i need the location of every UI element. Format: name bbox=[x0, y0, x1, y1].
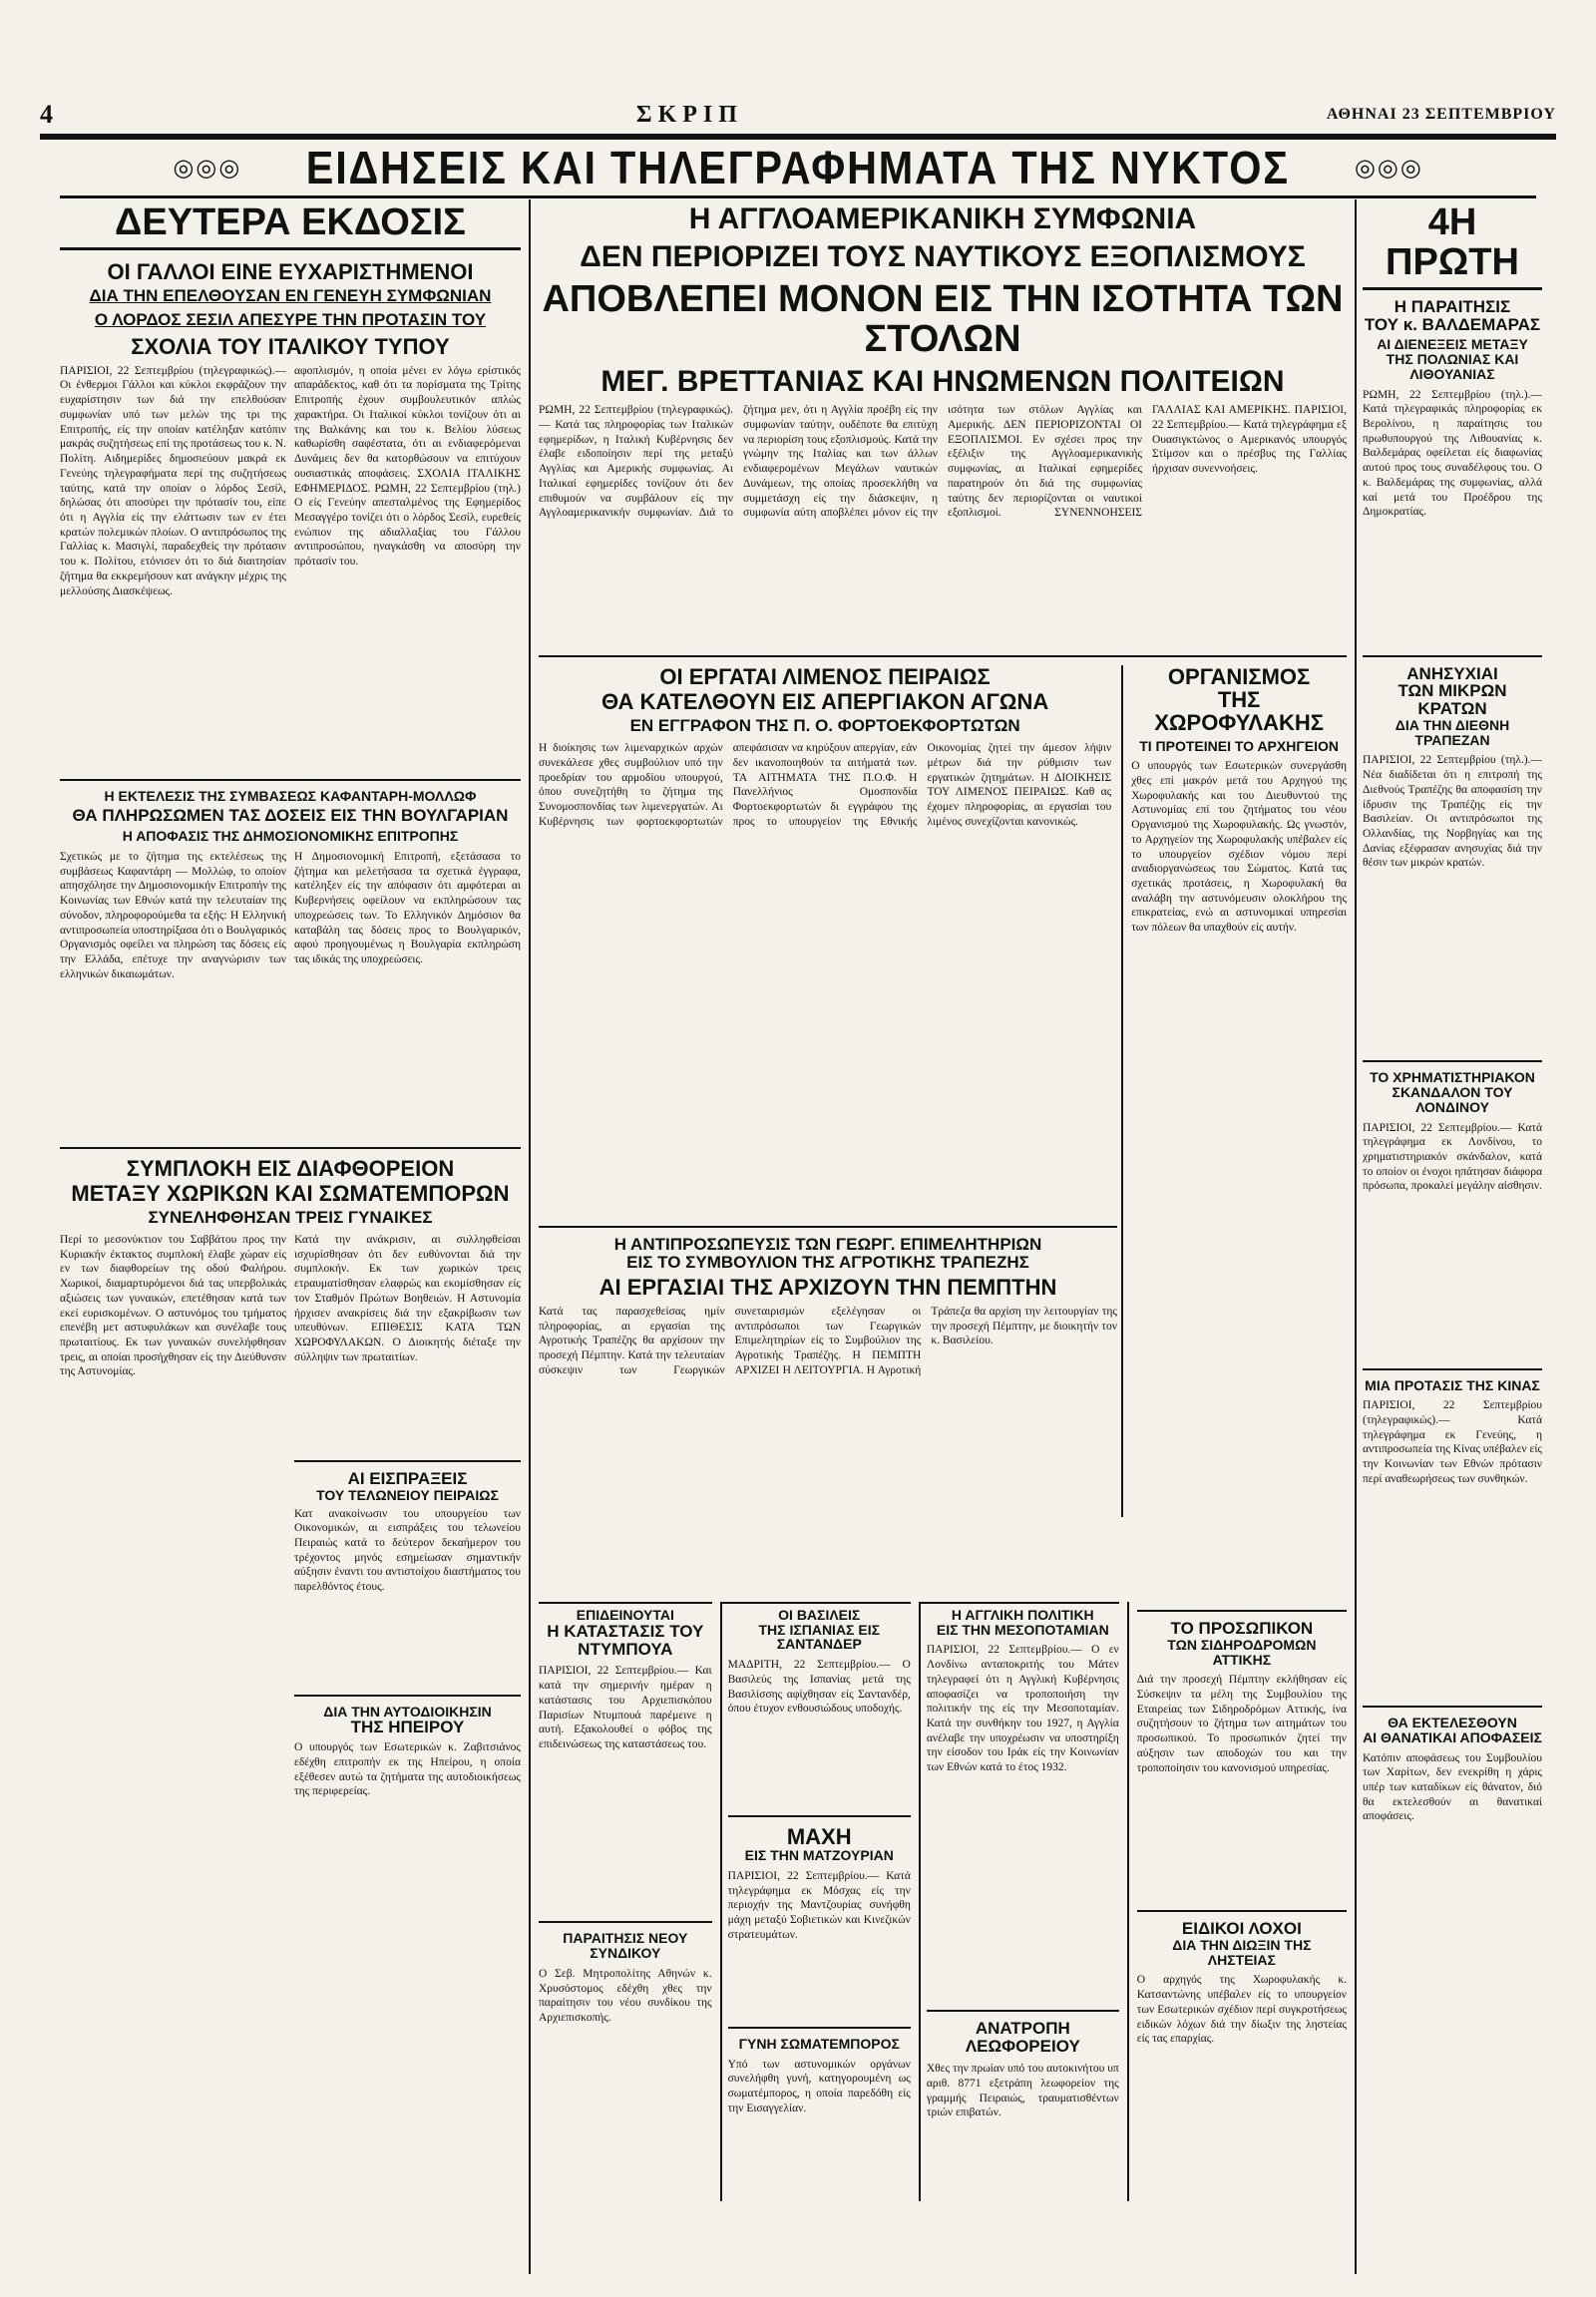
headline: ΜΑΧΗ bbox=[786, 1824, 852, 1850]
article-body: ΠΑΡΙΣΙΟΙ, 22 Σεπτεμβρίου (τηλ.).— Νέα διαδίδεται ότι η επιτροπή της Διεθνούς Τραπέζης θα αποφασίση την ίδρυσιν της Τραπέζης είς την Βασιλείαν. Οι αντιπρόσωποι της Ολλανδίας, της Νορβηγίας και της Δανίας εξέφρασαν ανησυχίας διά την θέσιν των μικρών κρατών. bbox=[1363, 754, 1542, 870]
headline: ΔΙΑ ΤΗΝ ΔΙΕΘΝΗ ΤΡΑΠΕΖΑΝ bbox=[1395, 717, 1510, 748]
gendarmerie-article bbox=[1121, 665, 1347, 1517]
edition-label: ΔΕΥΤΕΡΑ ΕΚΔΟΣΙΣ bbox=[60, 203, 521, 250]
divider bbox=[294, 1460, 521, 1462]
news-column bbox=[919, 1602, 1119, 2201]
headline: ΓΥΝΗ ΣΩΜΑΤΕΜΠΟΡΟΣ bbox=[738, 2035, 900, 2052]
headline: ΤΟΥ κ. ΒΑΛΔΕΜΑΡΑΣ bbox=[1364, 314, 1541, 334]
masthead bbox=[40, 96, 1556, 140]
divider bbox=[1363, 1368, 1542, 1370]
headline: ΔΙΑ ΤΗΝ ΑΥΤΟΔΙΟΙΚΗΣΙΝ bbox=[323, 1703, 492, 1720]
headline: Η ΑΓΓΛΟΑΜΕΡΙΚΑΝΙΚΗ ΣΥΜΦΩΝΙΑ bbox=[688, 203, 1197, 235]
divider bbox=[1137, 1910, 1347, 1912]
headline: Η ΠΑΡΑΙΤΗΣΙΣ bbox=[1394, 296, 1511, 316]
divider bbox=[728, 1815, 911, 1817]
issue-date: ΑΘΗΝΑΙ 23 ΣΕΠΤΕΜΒΡΙΟΥ bbox=[1326, 106, 1556, 123]
news-column bbox=[1127, 1602, 1347, 2201]
headline: ΣΧΟΛΙΑ ΤΟΥ ΙΤΑΛΙΚΟΥ ΤΥΠΟΥ bbox=[131, 333, 450, 359]
headline: ΕΝ ΕΓΓΡΑΦΟΝ ΤΗΣ Π. Ο. ΦΟΡΤΟΕΚΦΟΡΤΩΤΩΝ bbox=[629, 716, 1020, 736]
ornament-left: ◎◎◎ bbox=[173, 154, 242, 182]
divider bbox=[728, 2027, 911, 2029]
paper-name: ΣΚΡΙΠ bbox=[635, 101, 743, 128]
text-column: ΠΑΡΙΣΙΟΙ, 22 Σεπτεμβρίου (τηλεγραφικώς).— Οι ένθερμοι Γάλλοι και κύκλοι εκφράζουν την ευχαρίστησιν των διά την επελθούσαν συμφωνίαν υπό των μελών της τρι της Επιτροπής, είς την οποίαν κατέληξαν κατόπιν μακράς συζητήσεως επί της προτάσεως του κ. Ν. Πολίτη. Αιδημερίδες δημοσιεύουν μακρά εκ Γενεύης τηλεγραφήματα περί της συζητήσεως ταύτης, κατά την οποίαν ο λόρδος Σεσίλ, δηλώσας ότι αποσύρει την πρότασίν του, είπε ότι η Αγγλία είς την ελάττωσιν των εν έτει κρατών πολεμικών πλοίων. Ο αντιπρόσωπος της Γαλλίας κ. Μασιγλί, παραδεχθείς την πρότασιν του κ. Πολίτου, ετόνισεν ότι το διά διαιτησίαν ζήτημα θα εκκρεμήσουν κατ ανάγκην μέχρις της μελλούσης Διασκέψεως. bbox=[60, 364, 286, 597]
article-body: Διά την προσεχή Πέμπτην εκλήθησαν είς Σύσκεψιν τα μέλη της Συμβουλίου της Εταιρείας των Σιδηροδρόμων Αττικής, ίνα συζητήσουν το ζήτημα των αιτημάτων του προσωπικού. Το προσωπικόν ζητεί την αύξησιν των αποδοχών του και την τροποποίησιν του κανονισμού υπηρεσίας. bbox=[1136, 1674, 1347, 1774]
text-column: Η Δημοσιονομική Επιτροπή, εξετάσασα το ζήτημα και μελετήσασα τα σχετικά έγγραφα, κατέληξεν είς την απόφασιν ότι αμφότεραι αι Κυβερνήσεις οφείλουν να εκπληρώσουν τας υποχρεώσεις των. Το Ελληνικόν Δημόσιον θα καταβάλη τας δόσεις προς το Βουλγαρικόν, αφού προηγουμένως η Βουλγαρία εκπληρώση τας ιδικάς της υποχρεώσεις. bbox=[294, 850, 521, 966]
headline: ΕΙΔΙΚΟΙ ΛΟΧΟΙ bbox=[1181, 1919, 1302, 1939]
headline: ΤΟ ΠΡΟΣΩΠΙΚΟΝ bbox=[1170, 1619, 1314, 1639]
left-column bbox=[60, 203, 521, 2278]
text-block: Ο υπουργός των Εσωτερικών κ. Ζαβιτσιάνος εδέχθη επιτροπήν εκ της Ηπείρου, η οποία εξέθεσεν αυτώ τα ζητήματα της αυτοδιοικήσεως της περιφερείας. bbox=[294, 1741, 521, 1798]
article-body bbox=[60, 1233, 521, 1951]
headline: ΣΚΑΝΔΑΛΟΝ ΤΟΥ ΛΟΝΔΙΝΟΥ bbox=[1392, 1084, 1513, 1115]
headline: ΘΑ ΠΛΗΡΩΣΩΜΕΝ ΤΑΣ ΔΟΣΕΙΣ ΕΙΣ ΤΗΝ ΒΟΥΛΓΑΡΙΑΝ bbox=[72, 806, 509, 826]
headline: ΘΑ ΕΚΤΕΛΕΣΘΟΥΝ bbox=[1388, 1715, 1517, 1731]
article-body: Υπό των αστυνομικών οργάνων συνελήφθη γυνή, κατηγορουμένη ως σωματέμπορος, η οποία παρεδόθη είς την Εισαγγελίαν. bbox=[727, 2058, 911, 2114]
headline: ΤΙ ΠΡΟΤΕΙΝΕΙ ΤΟ ΑΡΧΗΓΕΙΟΝ bbox=[1139, 737, 1339, 754]
headline: Η ΚΑΤΑΣΤΑΣΙΣ ΤΟΥ ΝΤΥΜΠΟΥΑ bbox=[547, 1621, 704, 1659]
page-number: 4 bbox=[40, 100, 53, 129]
headline: ΟΙ ΒΑΣΙΛΕΙΣ bbox=[778, 1607, 861, 1624]
divider bbox=[1363, 1706, 1542, 1708]
headline: ΜΕΤΑΞΥ ΧΩΡΙΚΩΝ ΚΑΙ ΣΩΜΑΤΕΜΠΟΡΩΝ bbox=[71, 1181, 510, 1207]
headline: ΤΩΝ ΣΙΔΗΡΟΔΡΟΜΩΝ ΑΤΤΙΚΗΣ bbox=[1167, 1636, 1317, 1668]
text-column bbox=[294, 1233, 521, 1951]
column-rule bbox=[1355, 199, 1357, 2274]
headline: ΕΙΣ ΤΗΝ ΜΕΣΟΠΟΤΑΜΙΑΝ bbox=[936, 1621, 1109, 1638]
divider bbox=[1363, 1060, 1542, 1062]
text-column: Περί το μεσονύκτιον του Σαββάτου προς την Κυριακήν έκτακτος συμπλοκή έλαβε χώραν είς εν των διαφθορείων της οδού Φαλήρου. Χωρικοί, διαμαρτυρόμενοι διά τας υπερβολικάς αξιώσεις των γυναικών, επετέθησαν κατά των εκεί ευρισκομένων. Ο αστυνόμος του τμήματος επενέβη μετ αστυφυλάκων και συνέλαβε τους πρωταιτίους. Εκ των γυναικών συνελήφθησαν τρεις, αι οποίαι προσήχθησαν είς την Διεύθυνσιν της Αστυνομίας. bbox=[60, 1234, 286, 1378]
headline: Η ΑΝΤΙΠΡΟΣΩΠΕΥΣΙΣ ΤΩΝ ΓΕΩΡΓ. ΕΠΙΜΕΛΗΤΗΡΙΩΝ bbox=[613, 1235, 1042, 1255]
headline: ΜΕΓ. ΒΡΕΤΤΑΝΙΑΣ ΚΑΙ ΗΝΩΜΕΝΩΝ ΠΟΛΙΤΕΙΩΝ bbox=[600, 364, 1285, 398]
article-body: ΠΑΡΙΣΙΟΙ, 22 Σεπτεμβρίου.— Ο εν Λονδίνω ανταποκριτής του Μάτεν τηλεγραφεί ότι η Αγγλική Κυβέρνησις αποφασίζει να τροποποιήση την πολιτικήν της είς την Μεσοποταμίαν. Κατά την συνθήκην του 1927, η Αγγλία ανέλαβε την υποχρέωσιν να υποστηρίξη την είσοδον του Ιράκ είς την Κοινωνίαν των Εθνών κατά το έτος 1932. bbox=[926, 1644, 1119, 1774]
news-column bbox=[720, 1602, 911, 2201]
headline: Ο ΛΟΡΔΟΣ ΣΕΣΙΛ ΑΠΕΣΥΡΕ ΤΗΝ ΠΡΟΤΑΣΙΝ ΤΟΥ bbox=[94, 309, 487, 329]
article-body: Κατά τας παρασχεθείσας ημίν πληροφορίας, αι εργασίαι της Αγροτικής Τραπέζης θα αρχίσουν την προσεχή Πέμπτην. Κατά την τελευταίαν σύσκεψιν των Γεωργικών συνεταιρισμών εξελέγησαν οι αντιπρόσωποι των Γεωργικών Επιμελητηρίων είς το Συμβούλιον της Αγροτικής Τραπέζης. Η ΠΕΜΠΤΗ ΑΡΧΙΖΕΙ Η ΛΕΙΤΟΥΡΓΙΑ. Η Αγροτική Τράπεζα θα αρχίση την λειτουργίαν της την προσεχή Πέμπτην, με διοικητήν τον κ. Βασιλείου. bbox=[539, 1306, 1117, 1376]
right-column bbox=[1363, 203, 1542, 2278]
article-body: ΡΩΜΗ, 22 Σεπτεμβρίου (τηλ.).— Κατά τηλεγραφικάς πληροφορίας εκ Βερολίνου, η παραίτησις του πρωθυπουργού της Λιθουανίας κ. Βαλδεμάρας οφείλεται είς διαφωνίας αυτού προς τους συναδέλφους του. Ο κ. Βαλδεμάρας της συμφωνίας, αλλά καί μετά του Προέδρου της Δημοκρατίας. bbox=[1363, 388, 1542, 519]
headline: ΑΠΟΒΛΕΠΕΙ ΜΟΝΟΝ ΕΙΣ ΤΗΝ ΙΣΟΤΗΤΑ ΤΩΝ ΣΤΟΛΩΝ bbox=[542, 278, 1344, 360]
headline: ΑΙ ΕΙΣΠΡΑΞΕΙΣ bbox=[347, 1469, 468, 1489]
headline: ΜΙΑ ΠΡΟΤΑΣΙΣ ΤΗΣ ΚΙΝΑΣ bbox=[1365, 1376, 1540, 1393]
headline: Η ΑΠΟΦΑΣΙΣ ΤΗΣ ΔΗΜΟΣΙΟΝΟΜΙΚΗΣ ΕΠΙΤΡΟΠΗΣ bbox=[122, 828, 459, 845]
article-body: ΜΑΔΡΙΤΗ, 22 Σεπτεμβρίου.— Ο Βασιλεύς της Ισπανίας μετά της Βασιλίσσης αφίχθησαν είς Σαντανδέρ, όπου έτυχον ενθουσιώδους υποδοχής. bbox=[727, 1659, 911, 1716]
article-body: Κατόπιν αποφάσεως του Συμβουλίου των Χαρίτων, δεν ενεκρίθη η χάρις υπέρ των καταδίκων είς θάνατον, διό θα εκτελεσθούν αι θανατικαί αποφάσεις. bbox=[1363, 1751, 1542, 1823]
headline: ΕΙΣ ΤΗΝ ΜΑΤΖΟΥΡΙΑΝ bbox=[744, 1847, 894, 1864]
divider bbox=[1137, 1610, 1347, 1612]
article-body: ΠΑΡΙΣΙΟΙ, 22 Σεπτεμβρίου.— Κατά τηλεγράφημα εκ Λονδίνου, το χρηματιστηριακόν σκάνδαλον, κατά το οποίον οι ένοχοι ηπάτησαν διάφορα πρόσωπα, προκαλεί μεγάλην αίσθησιν. bbox=[1363, 1121, 1542, 1193]
text-column: αφοπλισμόν, η οποία μένει εν λόγω ερίστικός απαράδεκτος, καθ ότι τα πορίσματα της Τρίτης Επιτροπής έχουν συμβουλευτικόν απλώς χαρακτήρα. Οι Ιταλικοί κύκλοι τονίζουν ότι αι της Βαλκάνης και του κ. Βελίου λύσεως καθωρίσθη σαφέστατα, ότι αι ενδιαφερόμεναι Δυνάμεις δεν θα κατορθώσουν να επιτύχουν ουσιαστικάς αποφάσεις. ΣΧΟΛΙΑ ΙΤΑΛΙΚΗΣ ΕΦΗΜΕΡΙΔΟΣ. ΡΩΜΗ, 22 Σεπτεμβρίου (τηλ.) Ο είς Γενεύην απεσταλμένος της Εφημερίδος Μεσαγγέρο τονίζει ότι ο λόρδος Σεσίλ, ευρεθείς ενώπιον της αδιαλλαξίας του Γάλλου αντιπροσώπου, ηναγκάσθη να αποσύρη την πρότασίν του. bbox=[294, 364, 521, 569]
headline: ΑΙ ΘΑΝΑΤΙΚΑΙ ΑΠΟΦΑΣΕΙΣ bbox=[1363, 1728, 1542, 1745]
headline: ΤΩΝ ΜΙΚΡΩΝ ΚΡΑΤΩΝ bbox=[1397, 681, 1507, 719]
headline: ΑΝΗΣΥΧΙΑΙ bbox=[1406, 663, 1498, 683]
row bbox=[539, 665, 1347, 1517]
divider bbox=[927, 2010, 1119, 2012]
headline: Η ΕΚΤΕΛΕΣΙΣ ΤΗΣ ΣΥΜΒΑΣΕΩΣ ΚΑΦΑΝΤΑΡΗ-ΜΟΛΛΩΦ bbox=[104, 787, 477, 804]
bottom-row bbox=[539, 1602, 1347, 2201]
article-body bbox=[60, 850, 521, 1139]
headline: ΕΠΙΔΕΙΝΟΥΤΑΙ bbox=[576, 1607, 674, 1624]
article-body: Χθες την πρωίαν υπό του αυτοκινήτου υπ αριθ. 8771 εξετράπη λεωφορείον της γραμμής Πειραιώς, τραυματισθέντων τριών επιβατών. bbox=[926, 2063, 1119, 2119]
headline: ΣΥΜΠΛΟΚΗ ΕΙΣ ΔΙΑΦΘΟΡΕΙΟΝ bbox=[126, 1155, 455, 1181]
article-body: Η διοίκησις των λιμεναρχικών αρχών συνεκάλεσε χθες συμβούλιον υπό την προεδρίαν του αρμοδίου υπουργού, όπου συνεζητήθη το ζήτημα της Συνομοσπονδίας των λιμενεργατών. Αι Κυβέρνησις των φορτοεκφορτωτών απεφάσισαν να κηρύξουν απεργίαν, εάν δεν ικανοποιηθούν τα αιτήματά των. ΤΑ ΑΙΤΗΜΑΤΑ ΤΗΣ Π.Ο.Φ. Η Πανελλήνιος Ομοσπονδία Φορτοεκφορτωτών δι εγγράφου της προς το υπουργείον της Εθνικής Οικονομίας ζητεί την άμεσον λήψιν μέτρων διά την ρύθμισιν των εργατικών ζητημάτων. Η ΔΙΟΙΚΗΣΙΣ ΤΟΥ ΛΙΜΕΝΟΣ ΠΕΙΡΑΙΩΣ. Καθ ας έχομεν πληροφορίας, αι εργασίαι του λιμένος συνεχίζονται κανονικώς. bbox=[539, 742, 1112, 828]
news-column bbox=[539, 1602, 712, 2201]
headline: ΔΕΝ ΠΕΡΙΟΡΙΖΕΙ ΤΟΥΣ ΝΑΥΤΙΚΟΥΣ ΕΞΟΠΛΙΣΜΟΥΣ bbox=[580, 239, 1306, 273]
section-title: ΕΙΔΗΣΕΙΣ ΚΑΙ ΤΗΛΕΓΡΑΦΗΜΑΤΑ ΤΗΣ ΝΥΚΤΟΣ bbox=[305, 142, 1291, 193]
headline: ΑΙ ΕΡΓΑΣΙΑΙ ΤΗΣ ΑΡΧΙΖΟΥΝ ΤΗΝ ΠΕΜΠΤΗΝ bbox=[598, 1274, 1057, 1300]
divider bbox=[1363, 655, 1542, 657]
headline: ΘΑ ΚΑΤΕΛΘΟΥΝ ΕΙΣ ΑΠΕΡΓΙΑΚΟΝ ΑΓΩΝΑ bbox=[600, 689, 1049, 715]
headline: ΟΙ ΕΡΓΑΤΑΙ ΛΙΜΕΝΟΣ ΠΕΙΡΑΙΩΣ bbox=[659, 664, 991, 690]
edition-label: 4Η ΠΡΩΤΗ bbox=[1363, 203, 1542, 290]
headline: ΔΙΑ ΤΗΝ ΔΙΩΞΙΝ ΤΗΣ ΛΗΣΤΕΙΑΣ bbox=[1172, 1937, 1312, 1968]
headline: ΟΡΓΑΝΙΣΜΟΣ bbox=[1167, 664, 1311, 690]
center-column bbox=[539, 203, 1347, 2278]
article-body: Ο Σεβ. Μητροπολίτης Αθηνών κ. Χρυσόστομος εδέχθη χθες την παραίτησιν του νέου συνδίκου της Αρχιεπισκοπής. bbox=[539, 1967, 712, 2024]
headline: ΑΝΑΤΡΟΠΗ ΛΕΩΦΟΡΕΙΟΥ bbox=[965, 2019, 1080, 2057]
headline: Η ΑΓΓΛΙΚΗ ΠΟΛΙΤΙΚΗ bbox=[951, 1607, 1094, 1624]
ornament-right: ◎◎◎ bbox=[1354, 154, 1423, 182]
text-block: Κατά την ανάκρισιν, αι συλληφθείσαι ισχυρίσθησαν ότι δεν ευθύνονται διά την συμπλοκήν. Εκ των χωρικών τρεις ετραυματίσθησαν ελαφρώς και εκομίσθησαν είς τον Σταθμόν Πρώτων Βοηθειών. Η Αστυνομία ήρχισεν ανακρίσεις διά την εξακρίβωσιν των υπευθύνων. ΕΠΙΘΕΣΙΣ ΚΑΤΑ ΤΩΝ ΧΩΡΟΦΥΛΑΚΩΝ. Ο Διοικητής διέταξε την σύλληψιν των πρωταιτίων. bbox=[294, 1234, 521, 1363]
headline: ΤΗΣ ΗΠΕΙΡΟΥ bbox=[350, 1718, 465, 1737]
article-body: Ο υπουργός των Εσωτερικών συνεργάσθη χθες επί μακρόν μετά του Αρχηγού της Χωροφυλακής και του Διευθυντού της Αστυνομίας επί του ζητήματος του νέου Οργανισμού της Χωροφυλακής. Ως γνωστόν, το Αρχηγείον της Χωροφυλακής υπέβαλεν είς το υπουργείον σχέδιον νόμου περί αναδιοργανώσεως του Σώματος. Κατά τας σχετικάς προτάσεις, η Χωροφυλακή θα αναλάβη την αστυνόμευσιν ολοκλήρου της επικρατείας, ενώ αι αστυνομικαί υπηρεσίαι των πόλεων θα υπαχθούν είς αυτήν. bbox=[1131, 760, 1347, 935]
divider bbox=[539, 1921, 712, 1923]
article-body: ΡΩΜΗ, 22 Σεπτεμβρίου (τηλεγραφικώς).— Κατά τας πληροφορίας των Ιταλικών εφημερίδων, η Ιταλική Κυβέρνησις δεν έλαβε ειδοποίησιν περί της μεταξύ Αγγλίας και Αμερικής συμφωνίας. Αι Ιταλικαί εφημερίδες τονίζουν ότι δεν επιθυμούν να συμβάλουν είς την Αγγλοαμερικανικήν συμφωνίαν. Διά το ζήτημα μεν, ότι η Αγγλία προέβη είς την συμφωνίαν ταύτην, ουδέποτε θα επιτύχη να περιορίση τους εξοπλισμούς. Κατά την γνώμην της Ιταλίας και των άλλων ενδιαφερομένων Μεγάλων ναυτικών Δυνάμεων, της οποίας προσεκλήθη να συμμετάσχη είς την διάσκεψιν, η συμφωνία αύτη αποβλέπει μόνον είς την ισότητα των στόλων Αγγλίας και Αμερικής. ΔΕΝ ΠΕΡΙΟΡΙΖΟΝΤΑΙ ΟΙ ΕΞΟΠΛΙΣΜΟΙ. Εν σχέσει προς την εξέλιξιν της Αγγλοαμερικανικής συμφωνίας, αι Ιταλικαί εφημερίδες παρατηρούν ότι διά της συμφωνίας ταύτης δεν περιορίζονται οι ναυτικοί εξοπλισμοί. ΣΥΝΕΝΝΟΗΣΕΙΣ ΓΑΛΛΙΑΣ ΚΑΙ ΑΜΕΡΙΚΗΣ. ΠΑΡΙΣΙΟΙ, 22 Σεπτεμβρίου.— Κατά τηλεγράφημα εξ Ουασιγκτώνος ο Αμερικανός υπουργός Στίμσον και ο πρέσβυς της Γαλλίας ήρχισαν συνεννοήσεις. bbox=[539, 404, 1347, 520]
divider bbox=[60, 1147, 521, 1149]
dock-article bbox=[539, 665, 1111, 1517]
headline: ΣΥΝΕΛΗΦΘΗΣΑΝ ΤΡΕΙΣ ΓΥΝΑΙΚΕΣ bbox=[148, 1208, 433, 1228]
article-body bbox=[60, 364, 521, 771]
divider bbox=[539, 655, 1347, 657]
section-banner bbox=[60, 140, 1536, 198]
article-body: ΠΑΡΙΣΙΟΙ, 22 Σεπτεμβρίου.— Και κατά την σημερινήν ημέραν η κατάστασις του Αρχιεπισκόπου Παρισίων Ντυμπουά παρέμεινε η αυτή. Εξακολουθεί ο φόβος της επιδεινώσεως της καταστάσεως του. bbox=[539, 1665, 712, 1750]
article-body: Ο αρχηγός της Χωροφυλακής κ. Κατσαντώνης υπέβαλεν είς το υπουργείον των Εσωτερικών σχέδιον περί συγκροτήσεως ειδικών λόχων διά την δίωξιν της ληστείας είς τας επαρχίας. bbox=[1136, 1974, 1347, 2046]
article-body: ΠΑΡΙΣΙΟΙ, 22 Σεπτεμβρίου (τηλεγραφικώς).— Κατά τηλεγράφημα εκ Γενεύης, η αντιπροσωπεία της Κίνας υπέβαλεν είς την Κοινωνίαν των Εθνών πρότασιν περί αναθεωρήσεως των συνθηκών. bbox=[1363, 1399, 1542, 1485]
column-rule bbox=[529, 199, 531, 2274]
headline: ΟΙ ΓΑΛΛΟΙ ΕΙΝΕ ΕΥΧΑΡΙΣΤΗΜΕΝΟΙ bbox=[107, 258, 474, 284]
headline: ΕΙΣ ΤΟ ΣΥΜΒΟΥΛΙΟΝ ΤΗΣ ΑΓΡΟΤΙΚΗΣ ΤΡΑΠΕΖΗΣ bbox=[626, 1253, 1029, 1273]
headline: ΤΟΥ ΤΕΛΩΝΕΙΟΥ ΠΕΙΡΑΙΩΣ bbox=[316, 1486, 499, 1503]
headline: ΠΑΡΑΙΤΗΣΙΣ ΝΕΟΥ ΣΥΝΔΙΚΟΥ bbox=[563, 1930, 688, 1962]
text-block: Κατ ανακοίνωσιν του υπουργείου των Οικονομικών, αι εισπράξεις του τελωνείου Πειραιώς κατά το δεύτερον δεκαήμερον του τρέχοντος μηνός εσημείωσαν σημαντικήν αύξησιν έναντι του αντιστοίχου διαστήματος του παρελθόντος έτους. bbox=[294, 1507, 521, 1594]
headline: ΤΟ ΧΡΗΜΑΤΙΣΤΗΡΙΑΚΟΝ bbox=[1370, 1069, 1535, 1086]
divider bbox=[294, 1695, 521, 1697]
text-column: Σχετικώς με το ζήτημα της εκτελέσεως της συμβάσεως Καφαντάρη — Μολλώφ, το οποίον απησχόλησε την Δημοσιονομικήν Επιτροπήν της Κοινωνίας των Εθνών κατά την τελευταίαν της σύνοδον, πληροφορούμεθα τα εξής: Η Ελληνική αντιπροσωπεία υποστηρίξασα ότι ο Βουλγαρικός Οργανισμός οφείλει να πληρώση τας δόσεις είς την Ελλάδα, επέτυχε την αναγνώρισιν των ελληνικών δικαιωμάτων. bbox=[60, 850, 286, 980]
headline: ΑΙ ΔΙΕΝΕΞΕΙΣ ΜΕΤΑΞΥ ΤΗΣ ΠΟΛΩΝΙΑΣ ΚΑΙ ΛΙΘΟΥΑΝΙΑΣ bbox=[1377, 336, 1528, 382]
headline: ΔΙΑ ΤΗΝ ΕΠΕΛΘΟΥΣΑΝ ΕΝ ΓΕΝΕΥΗ ΣΥΜΦΩΝΙΑΝ bbox=[89, 285, 492, 305]
divider bbox=[60, 779, 521, 781]
article-body: ΠΑΡΙΣΙΟΙ, 22 Σεπτεμβρίου.— Κατά τηλεγράφημα εκ Μόσχας είς την περιοχήν της Μαντζουρίας συνήφθη μάχη μεταξύ Σοβιετικών και Κινεζικών στρατευμάτων. bbox=[727, 1869, 911, 1941]
headline: ΤΗΣ ΙΣΠΑΝΙΑΣ ΕΙΣ ΣΑΝΤΑΝΔΕΡ bbox=[758, 1621, 880, 1653]
headline: ΤΗΣ ΧΩΡΟΦΥΛΑΚΗΣ bbox=[1154, 687, 1324, 736]
